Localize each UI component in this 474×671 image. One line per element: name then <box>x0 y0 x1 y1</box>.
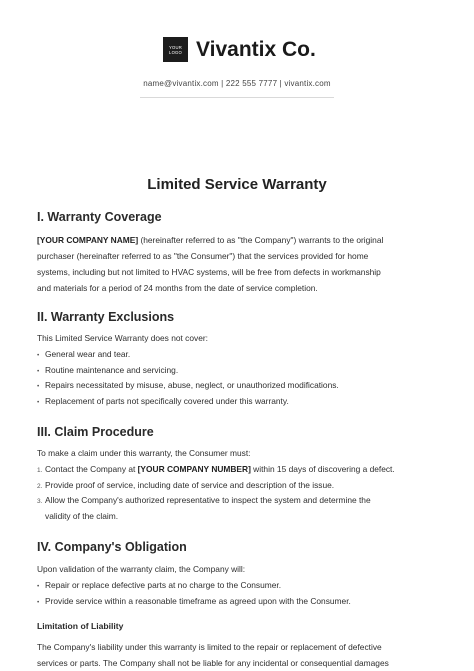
letterhead <box>0 36 474 64</box>
bullet-marker: • <box>37 383 40 390</box>
bullet-marker: • <box>37 583 40 590</box>
coverage-paragraph-line: purchaser (hereinafter referred to as "the Consumer") that the services provided for home <box>37 251 369 261</box>
header-divider <box>140 97 334 98</box>
subheading-liability: Limitation of Liability <box>37 621 124 631</box>
liability-paragraph-line: services or parts. The Company shall not be liable for any incidental or consequential damages <box>37 658 389 668</box>
section-heading-obligation: IV. Company's Obligation <box>37 540 187 554</box>
number-marker: 2. <box>37 483 43 490</box>
section-heading-coverage: I. Warranty Coverage <box>37 210 162 224</box>
list-item-continuation: validity of the claim. <box>45 511 119 521</box>
bullet-marker: • <box>37 352 40 359</box>
contact-line: name@vivantix.com | 222 555 7777 | vivantix.com <box>143 79 331 88</box>
list-item: • Repairs necessitated by misuse, abuse, neglect, or unauthorized modifications. <box>37 377 339 395</box>
coverage-paragraph-line: and materials for a period of 24 months from the date of service completion. <box>37 283 318 293</box>
company-logo <box>163 37 188 62</box>
coverage-paragraph-line: systems, including but not limited to HVAC systems, will be free from defects in workmanship <box>37 267 381 277</box>
section-heading-claim: III. Claim Procedure <box>37 425 154 439</box>
list-item: 1. Contact the Company at [YOUR COMPANY NUMBER] within 15 days of discovering a defect. <box>37 461 395 479</box>
list-item: • General wear and tear. <box>37 346 130 364</box>
obligation-intro: Upon validation of the warranty claim, the Company will: <box>37 564 246 574</box>
liability-paragraph-line: The Company's liability under this warranty is limited to the repair or replacement of defective <box>37 642 382 652</box>
number-marker: 1. <box>37 467 43 474</box>
logo-text-line1: YOUR <box>169 44 182 50</box>
list-item: • Replacement of parts not specifically covered under this warranty. <box>37 393 289 411</box>
number-marker: 3. <box>37 498 43 505</box>
bullet-marker: • <box>37 368 40 375</box>
logo-text-line2: LOGO <box>169 49 182 55</box>
company-name-placeholder: [YOUR COMPANY NAME] <box>37 235 139 245</box>
claim-intro: To make a claim under this warranty, the Consumer must: <box>37 448 251 458</box>
company-name: Vivantix Co. <box>196 38 316 61</box>
list-item: • Routine maintenance and servicing. <box>37 362 178 380</box>
list-item: • Provide service within a reasonable timeframe as agreed upon with the Consumer. <box>37 593 351 611</box>
exclusions-intro: This Limited Service Warranty does not cover: <box>37 333 208 343</box>
bullet-marker: • <box>37 599 40 606</box>
company-number-placeholder: [YOUR COMPANY NUMBER] <box>137 464 251 474</box>
coverage-paragraph-line: [YOUR COMPANY NAME] (hereinafter referred to as "the Company") warrants to the original <box>37 235 384 245</box>
bullet-marker: • <box>37 399 40 406</box>
document-title: Limited Service Warranty <box>147 176 327 193</box>
list-item: 2. Provide proof of service, including date of service and description of the issue. <box>37 477 334 495</box>
section-heading-exclusions: II. Warranty Exclusions <box>37 310 175 324</box>
list-item: • Repair or replace defective parts at no charge to the Consumer. <box>37 577 281 595</box>
list-item: 3. Allow the Company's authorized representative to inspect the system and determine the <box>37 492 371 510</box>
